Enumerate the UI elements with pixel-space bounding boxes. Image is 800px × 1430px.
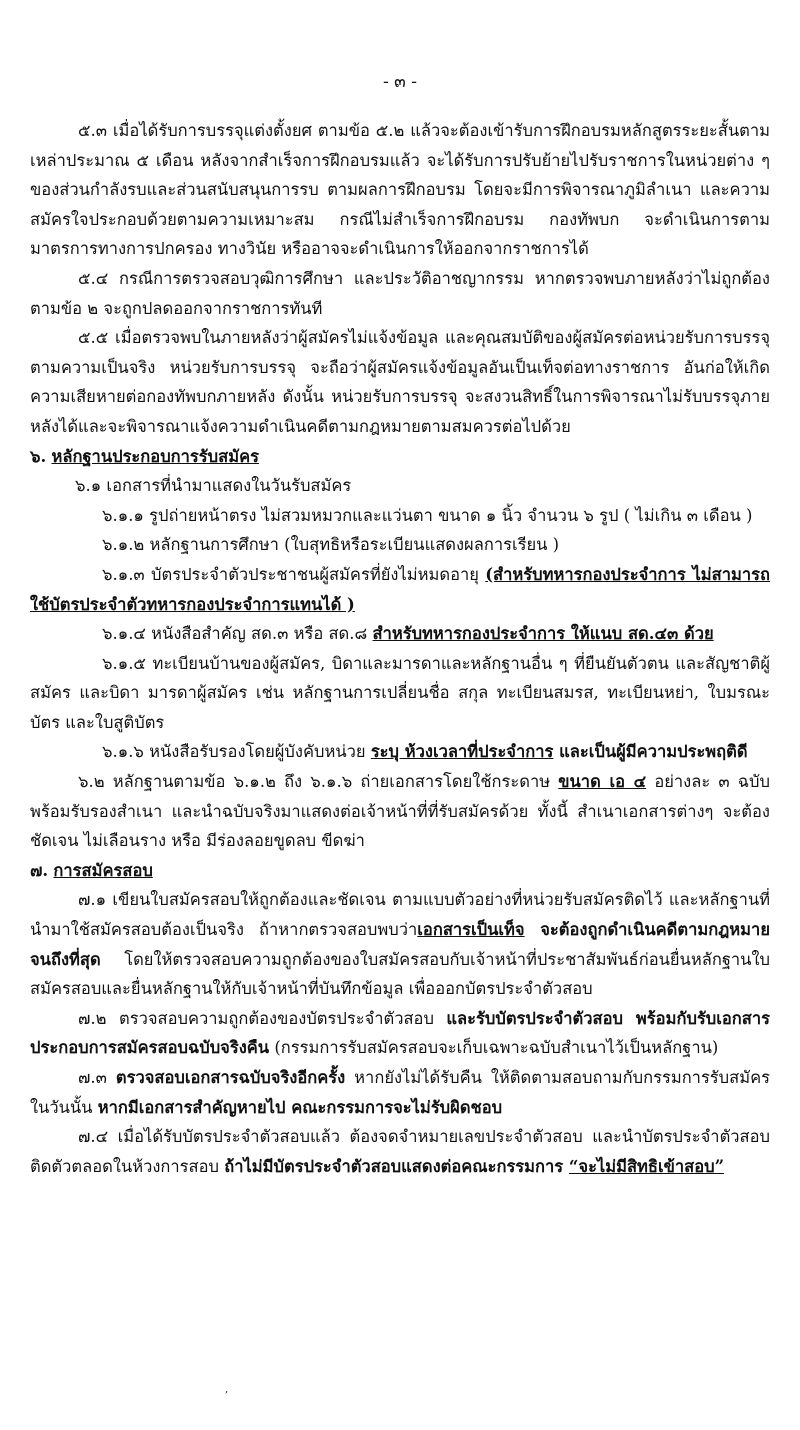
- item-6-1-2: ๖.๑.๒ หลักฐานการศึกษา (ใบสุทธิหรือระเบียนแสดงผลการเรียน ): [102, 535, 560, 555]
- section-6-heading: ๖. หลักฐานประกอบการรับสมัคร: [30, 446, 259, 466]
- section-6-title: หลักฐานประกอบการรับสมัคร: [51, 446, 259, 466]
- item-7-2: ๗.๒ ตรวจสอบความถูกต้องของบัตรประจำตัวสอบ และรับบัตรประจำตัวสอบ พร้อมกับรับเอกสารประกอบการสมัครสอบฉบับจริงคืน (กรรมการรับสมัครสอบจะเก็บเฉพาะฉบับสำเนาไว้เป็นหลักฐาน): [30, 1008, 770, 1058]
- item-6-1: ๖.๑ เอกสารที่นำมาแสดงในวันรับสมัคร: [75, 476, 352, 496]
- item-7-3: ๗.๓ ตรวจสอบเอกสารฉบับจริงอีกครั้ง หากยังไม่ได้รับคืน ให้ติดตามสอบถามกับกรรมการรับสมัครในวันนั้น หากมีเอกสารสำคัญหายไป คณะกรรมการจะไม่รับผิดชอบ: [30, 1068, 770, 1117]
- section-7-heading: ๗. การสมัครสอบ: [30, 860, 153, 880]
- para-5-4: ๕.๔ กรณีการตรวจสอบวุฒิการศึกษา และประวัติอาชญากรรม หากตรวจพบภายหลังว่าไม่ถูกต้องตามข้อ ๒ จะถูกปลดออกจากราชการทันที: [30, 268, 770, 318]
- page-number: - ๓ -: [383, 72, 417, 92]
- item-6-1-3: ๖.๑.๓ บัตรประจำตัวประชาชนผู้สมัครที่ยังไม่หมดอายุ (สำหรับทหารกองประจำการ ไม่สามารถใช้บัตรประจำตัวทหารกองประจำการแทนได้ ): [30, 564, 770, 614]
- item-7-4: ๗.๔ เมื่อได้รับบัตรประจำตัวสอบแล้ว ต้องจดจำหมายเลขประจำตัวสอบ และนำบัตรประจำตัวสอบติดตัวตลอดในห้วงการสอบ ถ้าไม่มีบัตรประจำตัวสอบแสดงต่อคณะกรรมการ “จะไม่มีสิทธิเข้าสอบ”: [30, 1127, 770, 1176]
- item-6-1-1: ๖.๑.๑ รูปถ่ายหน้าตรง ไม่สวมหมวกและแว่นตา ขนาด ๑ นิ้ว จำนวน ๖ รูป ( ไม่เกิน ๓ เดือน ): [102, 505, 753, 525]
- item-6-1-5: ๖.๑.๕ ทะเบียนบ้านของผู้สมัคร, บิดาและมารดาและหลักฐานอื่น ๆ ที่ยืนยันตัวตน และสัญชาติผู้สมัคร และบิดา มารดาผู้สมัคร เช่น หลักฐานการเปลี่ยนชื่อ สกุล ทะเบียนสมรส, ทะเบียนหย่า, ใบมรณะบัตร และใบสูติบัตร: [30, 653, 770, 732]
- item-6-1-4: ๖.๑.๔ หนังสือสำคัญ สด.๓ หรือ สด.๘ สำหรับทหารกองประจำการ ให้แนบ สด.๔๓ ด้วย: [102, 624, 714, 644]
- item-7-1: ๗.๑ เขียนใบสมัครสอบให้ถูกต้องและชัดเจน ตามแบบตัวอย่างที่หน่วยรับสมัครติดไว้ และหลักฐานที่นำมาใช้สมัครสอบต้องเป็นจริง ถ้าหากตรวจสอบพบว่าเอกสารเป็นเท็จ จะต้องถูกดำเนินคดีตามกฎหมายจนถึงที่สุด โดยให้ตรวจสอบความถูกต้องของใบสมัครสอบกับเจ้าหน้าที่ประชาสัมพันธ์ก่อนยื่นหลักฐานใบสมัครสอบและยื่นหลักฐานให้กับเจ้าหน้าที่บันทึกข้อมูล เพื่อออกบัตรประจำตัวสอบ: [30, 890, 770, 999]
- section-7-title: การสมัครสอบ: [53, 860, 153, 880]
- para-5-3: ๕.๓ เมื่อได้รับการบรรจุแต่งตั้งยศ ตามข้อ ๕.๒ แล้วจะต้องเข้ารับการฝึกอบรมหลักสูตรระยะสั้นตามเหล่าประมาณ ๕ เดือน หลังจากสำเร็จการฝึกอบรมแล้ว จะได้รับการปรับย้ายไปรับราชการในหน่วยต่าง ๆ ของส่วนกำลังรบและส่วนสนับสนุนการรบ ตามผลการฝึกอบรม โดยจะมีการพิจารณาภูมิลำเนา และความสมัครใจประกอบด้วยตามความเหมาะสม กรณีไม่สำเร็จการฝึกอบรม กองทัพบก จะดำเนินการตามมาตรการทางการปกครอง ทางวินัย หรืออาจจะดำเนินการให้ออกจากราชการได้: [30, 121, 770, 259]
- item-6-1-6: ๖.๑.๖ หนังสือรับรองโดยผู้บังคับหน่วย ระบุ ห้วงเวลาที่ประจำการ และเป็นผู้มีความประพฤติดี: [102, 742, 748, 762]
- para-5-5: ๕.๕ เมื่อตรวจพบในภายหลังว่าผู้สมัครไม่แจ้งข้อมูล และคุณสมบัติของผู้สมัครต่อหน่วยรับการบรรจุตามความเป็นจริง หน่วยรับการบรรจุ จะถือว่าผู้สมัครแจ้งข้อมูลอันเป็นเท็จต่อทางราชการ อันก่อให้เกิดความเสียหายต่อกองทัพบกภายหลัง ดังนั้น หน่วยรับการบรรจุ จะสงวนสิทธิ์ในการพิจารณาไม่รับบรรจุภายหลังได้และจะพิจารณาแจ้งความดำเนินคดีตามกฎหมายตามสมควรต่อไปด้วย: [30, 328, 770, 436]
- stray-mark: ,: [225, 1384, 229, 1395]
- item-6-2: ๖.๒ หลักฐานตามข้อ ๖.๑.๒ ถึง ๖.๑.๖ ถ่ายเอกสารโดยใช้กระดาษ ขนาด เอ ๔ อย่างละ ๓ ฉบับพร้อมรับรองสำเนา และนำฉบับจริงมาแสดงต่อเจ้าหน้าที่ที่รับสมัครด้วย ทั้งนี้ สำเนาเอกสารต่างๆ จะต้องชัดเจน ไม่เลือนราง หรือ มีร่องลอยขูดลบ ขีดฆ่า: [30, 772, 770, 851]
